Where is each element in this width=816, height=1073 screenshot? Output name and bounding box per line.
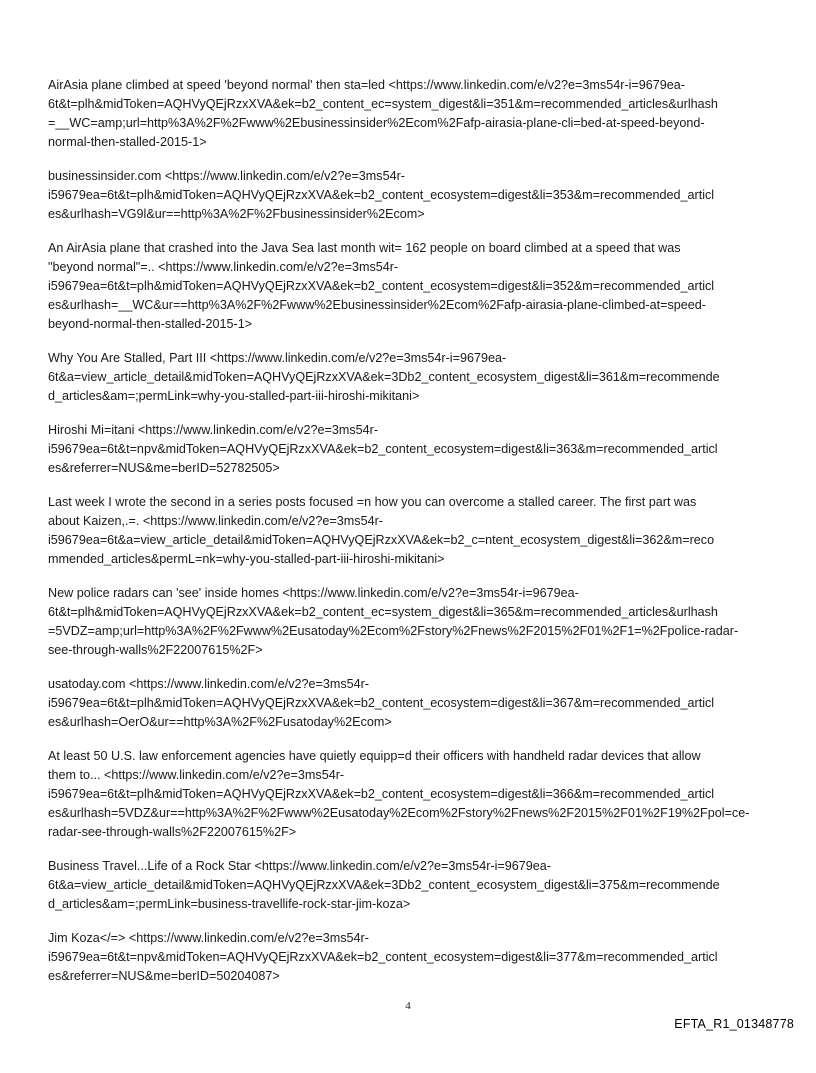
paragraph-radar-title: New police radars can 'see' inside homes <https://www.linkedin.com/e/v2?e=3ms54r-i=9679ea- 6t&t=plh&midToken=AQHVyQEjRzxXVA&ek=b2_content_ec=system_digest&li=365&m=recommended_articles&urlhash =5VDZ=amp;url=http%3A%2F%2Fwww%2Eusatoday%2Ecom%2Fstory%2Fnews%2F2015%2F01%2F1=%2Fpolice-radar- see-through-walls%2F22007615%2F> (48, 586, 739, 657)
document-id-stamp: EFTA_R1_01348778 (674, 1017, 794, 1031)
email-body (48, 76, 776, 1001)
paragraph-airasia-title: AirAsia plane climbed at speed 'beyond normal' then sta=led <https://www.linkedin.com/e/v2?e=3ms54r-i=9679ea- 6t&t=plh&midToken=AQHVyQEjRzxXVA&ek=b2_content_ec=system_digest&li=351&m=recommended_articles&urlhash =__WC=amp;url=http%3A%2F%2Fwww%2Ebusinessinsider%2Ecom%2Fafp-airasia-plane-cli=bed-at-speed-beyond- normal-then-stalled-2015-1> (48, 78, 718, 149)
paragraph-stalled-summary: Last week I wrote the second in a series posts focused =n how you can overcome a stalled career. The first part was about Kaizen,.=. <https://www.linkedin.com/e/v2?e=3ms54r- i59679ea=6t&a=view_article_detail&midToken=AQHVyQEjRzxXVA&ek=b2_c=ntent_ecosystem_digest&li=362&m=reco mmended_articles&permL=nk=why-you-stalled-part-iii-hiroshi-mikitani> (48, 495, 715, 566)
paragraph-rockstar-title: Business Travel...Life of a Rock Star <https://www.linkedin.com/e/v2?e=3ms54r-i=9679ea- 6t&a=view_article_detail&midToken=AQHVyQEjRzxXVA&ek=3Db2_content_ecosystem_digest&li=375&m=recommende d_articles&am=;permLink=business-travellife-rock-star-jim-koza> (48, 859, 720, 911)
paragraph-rockstar-author: Jim Koza</=> <https://www.linkedin.com/e/v2?e=3ms54r- i59679ea=6t&t=npv&midToken=AQHVyQEjRzxXVA&ek=b2_content_ecosystem=digest&li=377&m=recommended_articl es&referrer=NUS&me=berID=50204087> (48, 931, 718, 983)
paragraph-usatoday-source: usatoday.com <https://www.linkedin.com/e/v2?e=3ms54r- i59679ea=6t&t=plh&midToken=AQHVyQEjRzxXVA&ek=b2_content_ecosystem=digest&li=367&m=recommended_articl es&urlhash=OerO&ur==http%3A%2F%2Fusatoday%2Ecom> (48, 677, 715, 729)
paragraph-stalled-title: Why You Are Stalled, Part III <https://www.linkedin.com/e/v2?e=3ms54r-i=9679ea- 6t&a=view_article_detail&midToken=AQHVyQEjRzxXVA&ek=3Db2_content_ecosystem_digest&li=361&m=recommende d_articles&am=;permLink=why-you-stalled-part-iii-hiroshi-mikitani> (48, 351, 720, 403)
page-number: 4 (405, 1000, 411, 1012)
paragraph-radar-summary: At least 50 U.S. law enforcement agencies have quietly equipp=d their officers with handheld radar devices that allow them to... <https://www.linkedin.com/e/v2?e=3ms54r- i59679ea=6t&t=plh&midToken=AQHVyQEjRzxXVA&ek=b2_content_ecosystem=digest&li=366&m=recommended_articl es&urlhash=5VDZ&ur==http%3A%2F%2Fwww%2Eusatoday%2Ecom%2Fstory%2Fnews%2F2015%2F01%2F19%2Fpol=ce- radar-see-through-walls%2F22007615%2F> (48, 749, 750, 839)
paragraph-stalled-author: Hiroshi Mi=itani <https://www.linkedin.com/e/v2?e=3ms54r- i59679ea=6t&t=npv&midToken=AQHVyQEjRzxXVA&ek=b2_content_ecosystem=digest&li=363&m=recommended_articl es&referrer=NUS&me=berID=52782505> (48, 423, 718, 475)
paragraph-businessinsider-source: businessinsider.com <https://www.linkedin.com/e/v2?e=3ms54r- i59679ea=6t&t=plh&midToken=AQHVyQEjRzxXVA&ek=b2_content_ecosystem=digest&li=353&m=recommended_articl es&urlhash=VG9l&ur==http%3A%2F%2Fbusinessinsider%2Ecom> (48, 169, 715, 221)
paragraph-airasia-summary: An AirAsia plane that crashed into the Java Sea last month wit= 162 people on board climbed at a speed that was "beyond normal"=.. <https://www.linkedin.com/e/v2?e=3ms54r- i59679ea=6t&t=plh&midToken=AQHVyQEjRzxXVA&ek=b2_content_ecosystem=digest&li=352&m=recommended_articl es&urlhash=__WC&ur==http%3A%2F%2Fwww%2Ebusinessinsider%2Ecom%2Fafp-airasia-plane-climbed-at=speed- beyond-normal-then-stalled-2015-1> (48, 241, 715, 331)
